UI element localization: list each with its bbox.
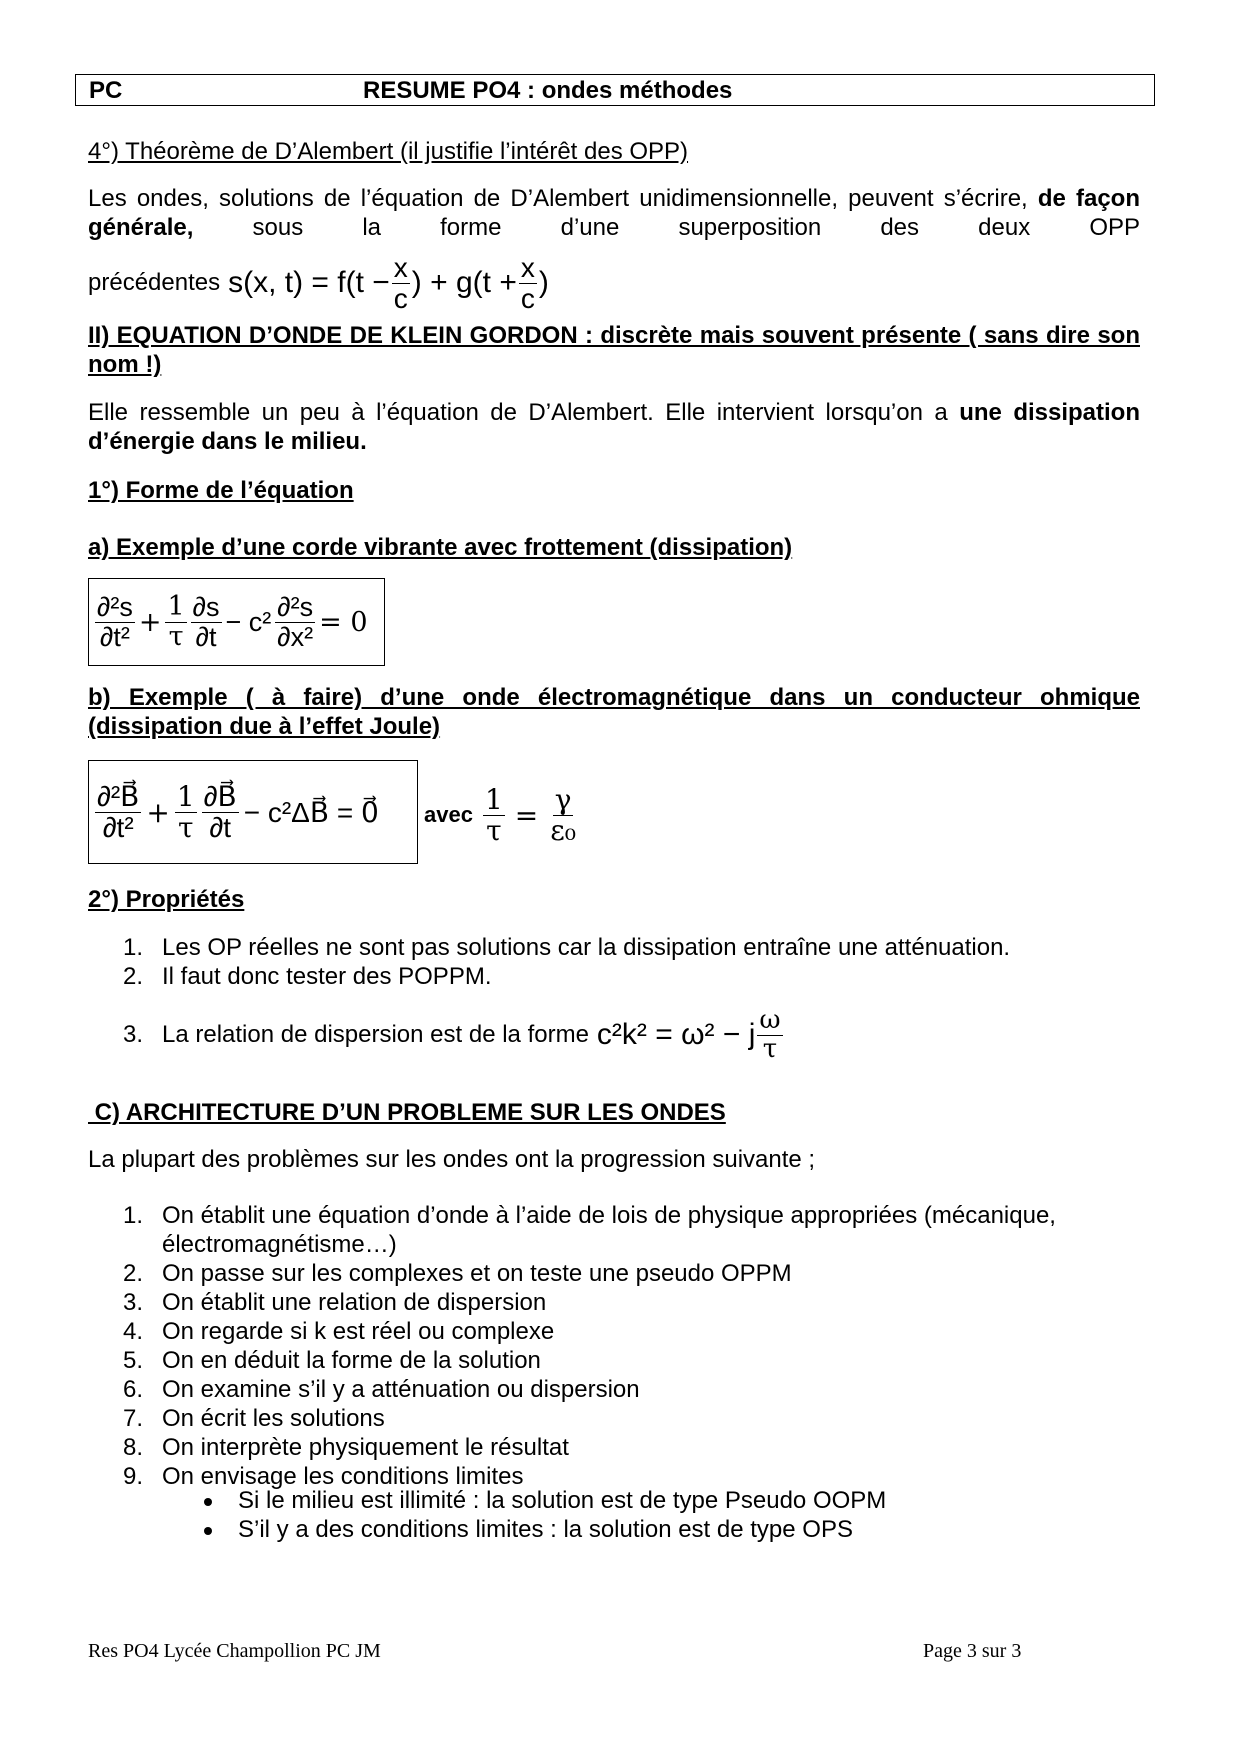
eq-b-num-5: γ (554, 783, 572, 817)
eq-b-rest: − c²ΔB⃗ = 0⃗ (243, 796, 379, 828)
step-item (88, 1375, 1098, 1404)
step-item (88, 1259, 1098, 1288)
equation-a-box (88, 578, 385, 666)
property-text: Il faut donc tester des POPPM. (162, 963, 492, 990)
eq-b-num-4: 1 (484, 783, 503, 817)
example-b-heading-line-1 (88, 683, 1140, 741)
equation-b (95, 782, 379, 842)
eq-a-den-2: τ (168, 620, 184, 652)
eq-b-den-3: ∂t (209, 811, 231, 843)
eq-b-den-4: τ (486, 813, 502, 847)
formula-end: ) (538, 266, 549, 299)
eq-a-frac-3 (191, 593, 222, 651)
eq-b-num-3: ∂B⃗ (203, 781, 237, 813)
klein-gordon-intro-bold: une dissipation d’énergie dans le milieu. (88, 399, 1141, 455)
footer-left: Res PO4 Lycée Champollion PC JM (88, 1640, 381, 1662)
property-3 (88, 1000, 1140, 1070)
theorem-line-1-text: Les ondes, solutions de l’équation de D’Alembert unidimensionnelle, peuvent s’écrire, (88, 185, 1038, 212)
step-item (88, 1433, 1098, 1462)
step-text: On interprète physiquement le résultat (162, 1434, 569, 1461)
formula-lhs: s(x, t) = f(t − (228, 266, 390, 299)
eq-b-frac-1 (95, 782, 141, 842)
step-text: On envisage les conditions limites (162, 1463, 524, 1490)
bullet-text: Si le milieu est illimité : la solution est de type Pseudo OOPM (238, 1487, 887, 1514)
step-text: On en déduit la forme de la solution (162, 1347, 541, 1374)
klein-gordon-intro (88, 398, 1140, 456)
eq-b-frac-4 (483, 785, 505, 845)
dispersion-den: τ (762, 1033, 778, 1064)
eq-b-den-1: ∂t² (102, 811, 134, 843)
step-number: 9. (123, 1463, 144, 1490)
eq-b-frac-2 (175, 782, 197, 842)
step-number: 7. (123, 1405, 144, 1432)
theorem-line-2-text: sous la forme d’une superposition des deux OPP (193, 214, 1140, 241)
eq-a-den-4: ∂x² (277, 621, 314, 652)
formula-num-1: x (393, 252, 408, 284)
step-number: 8. (123, 1434, 144, 1461)
property-3-text: La relation de dispersion est de la forme (162, 1021, 589, 1048)
steps-items (88, 1201, 1098, 1491)
architecture-intro: La plupart des problèmes sur les ondes ont la progression suivante ; (88, 1146, 816, 1173)
klein-gordon-heading: II) EQUATION D’ONDE DE KLEIN GORDON : discrète mais souvent présente ( sans dire son nom !) (88, 322, 1140, 378)
eq-a-equals: = 0 (319, 606, 368, 638)
step-number: 6. (123, 1376, 144, 1403)
eq-a-num-3: ∂s (192, 592, 220, 623)
example-b-heading: b) Exemple ( à faire) d’une onde électromagnétique dans un conducteur ohmique (dissipation due à l’effet Joule) (88, 684, 1140, 740)
architecture-heading: C) ARCHITECTURE D’UN PROBLEME SUR LES ONDES (88, 1099, 726, 1126)
theorem-line-1 (88, 184, 1140, 213)
step-number: 1. (123, 1202, 144, 1229)
step-text: On regarde si k est réel ou complexe (162, 1318, 555, 1345)
property-number: 2. (123, 963, 144, 990)
step-number: 3. (123, 1289, 144, 1316)
bullet-item (238, 1515, 1138, 1544)
theorem-formula-line (88, 250, 549, 316)
eq-a-num-1: ∂²s (97, 592, 133, 623)
formula-den-2: c (520, 282, 535, 314)
eq-b-num-1: ∂²B⃗ (97, 781, 140, 813)
step-text: On examine s’il y a atténuation ou dispersion (162, 1376, 640, 1403)
eq-b-frac-3 (202, 782, 239, 842)
dispersion-lhs: c²k² = ω² − j (596, 1018, 756, 1051)
step-text: On écrit les solutions (162, 1405, 385, 1432)
eq-a-num-2: 1 (167, 591, 185, 623)
formula-frac-1 (392, 253, 410, 313)
property-item (88, 933, 1140, 962)
equation-b-box (88, 760, 418, 864)
eq-b-equals: = (514, 798, 539, 832)
properties-items (88, 933, 1140, 991)
equation-b-tau-relation (424, 770, 578, 860)
eq-b-plus: + (146, 795, 170, 829)
header-left: PC (89, 77, 123, 104)
formula-mid: ) + g(t + (411, 266, 517, 299)
eq-b-den-5: ε₀ (550, 813, 576, 847)
property-item (88, 962, 1140, 991)
equation-a (95, 593, 368, 651)
step-text: On passe sur les complexes et on teste une pseudo OPPM (162, 1260, 792, 1287)
theorem-line-1-bold: de façon (1037, 185, 1140, 212)
bullet-text: S’il y a des conditions limites : la solution est de type OPS (238, 1516, 853, 1543)
bullets-list (238, 1486, 1138, 1544)
dispersion-relation (597, 1007, 783, 1063)
step-item (88, 1404, 1098, 1433)
property-text: Les OP réelles ne sont pas solutions car la dissipation entraîne une atténuation. (162, 934, 1011, 961)
theorem-line-2 (88, 213, 1140, 242)
bullet-item (238, 1486, 1138, 1515)
header-box (75, 74, 1155, 106)
eq-a-den-1: ∂t² (100, 621, 130, 652)
klein-gordon-intro-text: Elle ressemble un peu à l’équation de D’Alembert. Elle intervient lorsqu’on a (88, 399, 960, 426)
subsection-form-heading: 1°) Forme de l’équation (88, 477, 354, 504)
example-a-heading: a) Exemple d’une corde vibrante avec frottement (dissipation) (88, 534, 793, 561)
step-item (88, 1317, 1098, 1346)
properties-heading: 2°) Propriétés (88, 886, 245, 913)
property-3-num: 3. (123, 1021, 144, 1048)
theorem-line-3: précédentes (88, 269, 221, 296)
step-item (88, 1288, 1098, 1317)
steps-list (88, 1201, 1098, 1491)
property-number: 1. (123, 934, 144, 961)
step-text: On établit une relation de dispersion (162, 1289, 547, 1316)
step-item (88, 1201, 1098, 1259)
eq-b-den-2: τ (178, 810, 194, 844)
alembert-formula (228, 253, 549, 313)
eq-b-num-2: 1 (176, 780, 195, 814)
step-text: On établit une équation d’onde à l’aide de lois de physique appropriées (mécanique, électromagnétisme…) (162, 1202, 1056, 1258)
step-number: 5. (123, 1347, 144, 1374)
bullet-dot-icon (204, 1498, 212, 1506)
step-number: 2. (123, 1260, 144, 1287)
properties-list (88, 933, 1140, 991)
formula-num-2: x (520, 252, 535, 284)
eq-b-avec: avec (424, 802, 473, 827)
eq-a-frac-2 (165, 593, 186, 651)
eq-a-frac-4 (275, 593, 315, 651)
theorem-heading: 4°) Théorème de D’Alembert (il justifie l’intérêt des OPP) (88, 138, 689, 165)
theorem-line-2-bold: générale, (88, 214, 194, 241)
dispersion-num: ω (759, 1005, 781, 1036)
eq-a-num-4: ∂²s (277, 592, 314, 623)
header-title: RESUME PO4 : ondes méthodes (363, 77, 733, 104)
formula-frac-2 (519, 253, 537, 313)
bullet-dot-icon (204, 1527, 212, 1535)
dispersion-frac (757, 1007, 782, 1063)
footer-page-number: Page 3 sur 3 (923, 1640, 1022, 1662)
step-number: 4. (123, 1318, 144, 1345)
eq-a-minus: − c² (225, 606, 272, 637)
eq-a-plus: + (138, 606, 162, 638)
formula-den-1: c (393, 282, 408, 314)
eq-a-frac-1 (95, 593, 135, 651)
step-item (88, 1346, 1098, 1375)
eq-a-den-3: ∂t (195, 621, 217, 652)
eq-b-frac-5 (548, 785, 578, 845)
